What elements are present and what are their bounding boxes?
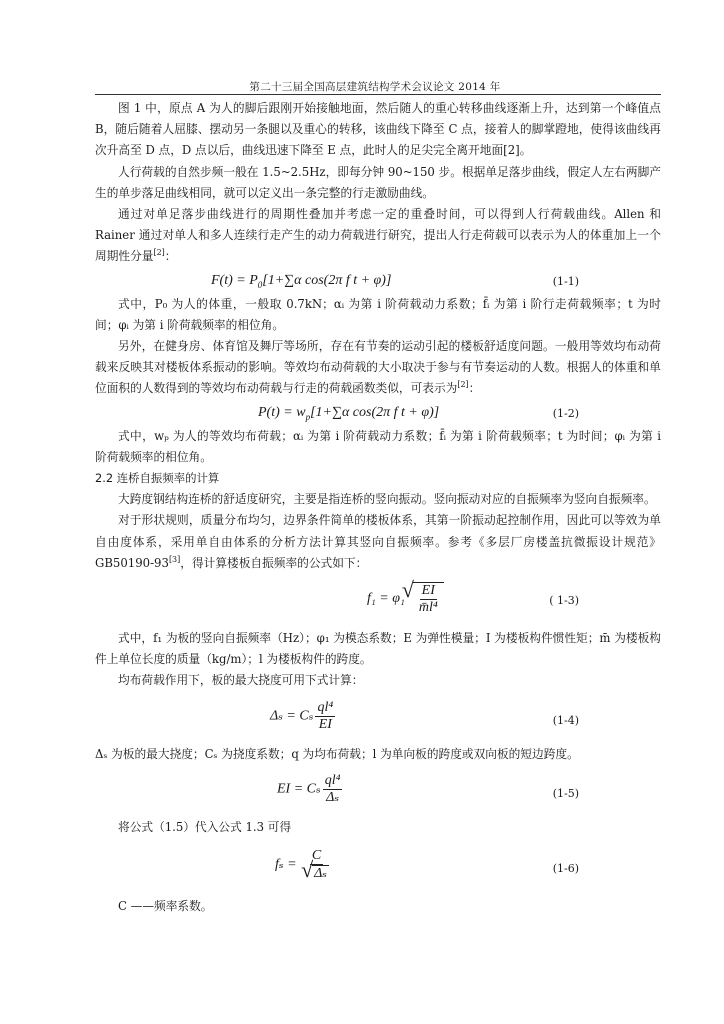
equation-1-4-lhs: Δₛ = Cₛ xyxy=(270,708,314,724)
equation-1-4 xyxy=(95,692,661,744)
equation-1-1-number: (1-1) xyxy=(552,274,579,288)
equation-1-5-denominator: Δₛ xyxy=(326,789,340,805)
paragraph-substitute: 将公式（1.5）代入公式 1.3 可得 xyxy=(118,819,292,834)
paragraph-where-3: 式中，f₁ 为板的竖向自振频率（Hz）；φ₁ 为模态系数；E 为弹性模量；I 为楼板构件惯性矩；m̄ 为楼板构件上单位长度的质量（kg/m）；l 为楼板构件的跨度。 xyxy=(95,631,661,667)
equation-1-5-formula xyxy=(277,773,344,806)
paragraph-walking-load xyxy=(95,204,661,268)
equation-1-6-fraction xyxy=(302,848,331,882)
equation-1-6-formula xyxy=(275,848,333,882)
paragraph-max-deflection: 均布荷载作用下，板的最大挠度可用下式计算： xyxy=(118,673,364,688)
equation-1-6-number: (1-6) xyxy=(552,862,579,876)
equation-1-1 xyxy=(95,268,661,294)
equation-1-6-numerator: C xyxy=(311,848,322,864)
paragraph-rhythmic-load-text: 另外，在健身房、体育馆及舞厅等场所，存在有节奏的运动引起的楼板舒适度问题。一般用等效均布动荷载来反映其对楼板体系振动的影响。等效均布动荷载的大小取决于参与有节奏运动的人数。根据人的体重和单位面积的人数得到的等效均布动荷载与行走的荷载函数类似，可表示为 xyxy=(95,339,661,396)
equation-1-4-formula xyxy=(270,700,337,733)
paragraph-walking-load-tail: ： xyxy=(164,249,177,264)
equation-1-2-body: [1+∑α cos(2π f t + φ)] xyxy=(310,404,440,420)
header-rule xyxy=(95,94,661,95)
equation-1-1-body: [1+∑α cos(2π f t + φ)] xyxy=(262,272,392,288)
equation-1-3-numerator: √ EI xyxy=(421,583,435,599)
equation-1-3-formula xyxy=(367,582,444,616)
paragraph-rhythmic-load-tail: ： xyxy=(468,381,481,396)
equation-1-2 xyxy=(95,400,661,426)
paragraph-step-frequency: 人行荷载的自然步频一般在 1.5~2.5Hz，即每分钟 90~150 步。根据单足落步曲线，假定人左右两脚产生的单步落足曲线相同，就可以定义出一条完整的行走激励曲线。 xyxy=(95,164,661,200)
section-heading-2-2: 2.2 连桥自振频率的计算 xyxy=(95,471,220,486)
equation-1-2-formula: $P(t) = w_p[1+\sum\alpha$ cos(2π f t + φ)] xyxy=(258,404,440,422)
paragraph-walking-load-text: 通过对单足落步曲线进行的周期性叠加并考虑一定的重叠时间，可以得到人行荷载曲线。Allen 和 Rainer 通过对单人和多人连续行走产生的动力荷载进行研究，提出人行走荷载可以表示为人的体重加上一个周期性分量 xyxy=(95,207,661,264)
citation-ref: [2] xyxy=(457,380,469,390)
equation-1-5-numerator: ql⁴ xyxy=(324,772,341,788)
citation-ref: [2] xyxy=(153,248,165,258)
citation-ref: [3] xyxy=(168,554,181,564)
sqrt-sign xyxy=(312,865,329,882)
running-header: 第二十三届全国高层建筑结构学术会议论文 2014 年 xyxy=(249,81,501,93)
equation-1-6-lhs: fₛ = xyxy=(275,857,301,873)
equation-1-6-denominator: Δₛ xyxy=(314,866,327,882)
equation-1-4-numerator: ql⁴ xyxy=(317,699,334,715)
equation-1-4-number: (1-4) xyxy=(552,713,579,727)
paragraph-where-1: 式中，P₀ 为人的体重，一般取 0.7kN；αᵢ 为第 i 阶荷载动力系数；f̄ᵢ 为第 i 阶行走荷载频率；t 为时间；φᵢ 为第 i 阶荷载频率的相位角。 xyxy=(95,296,661,332)
equation-1-1-formula: $F(t) = P_0[1+\sum\alpha$ cos(2π f t + φ)] xyxy=(211,272,392,290)
equation-1-2-lhs: P(t) = w xyxy=(258,404,306,420)
equation-1-3 xyxy=(95,574,661,628)
paragraph-single-dof xyxy=(95,510,661,574)
equation-1-3-fraction xyxy=(417,583,440,616)
equation-1-5-lhs: EI = Cₛ xyxy=(277,781,321,797)
equation-1-2-number: (1-2) xyxy=(552,406,579,420)
paragraph-vertical-vibration: 大跨度钢结构连桥的舒适度研究，主要是指连桥的竖向振动。竖向振动对应的自振频率为竖向自振频率。 xyxy=(118,492,656,507)
equation-1-4-fraction xyxy=(315,700,335,733)
paragraph-rhythmic-load xyxy=(95,336,661,400)
paragraph-single-dof-text: 对于形状规则，质量分布均匀，边界条件简单的楼板体系，其第一阶振动起控制作用，因此可以等效为单自由度体系，采用单自由体系的分析方法计算其竖向自振频率。参考《多层厂房楼盖抗微振设计规范》GB50190-93 xyxy=(95,513,661,570)
equation-1-6-denominator-wrap xyxy=(302,865,331,882)
equation-1-5-number: (1-5) xyxy=(552,786,579,800)
equation-1-4-denominator: EI xyxy=(318,716,332,732)
paragraph-where-2: 式中，wₚ 为人的等效均布荷载；αᵢ 为第 i 阶荷载动力系数；f̄ᵢ 为第 i 阶荷载频率；t 为时间；φᵢ 为第 i 阶荷载频率的相位角。 xyxy=(95,428,661,464)
equation-1-6 xyxy=(95,838,661,896)
equation-1-3-lhs: f₁ = φ₁ xyxy=(367,591,405,607)
equation-1-5 xyxy=(95,765,661,817)
sqrt-sign xyxy=(413,582,444,616)
equation-1-3-number: ( 1-3) xyxy=(549,594,579,608)
paragraph-where-4: Δₛ 为板的最大挠度；Cₛ 为挠度系数；q 为均布荷载；l 为单向板的跨度或双向板的短边跨度。 xyxy=(95,746,579,761)
paragraph-figure-description: 图 1 中，原点 A 为人的脚后跟刚开始接触地面，然后随人的重心转移曲线逐渐上升，达到第一个峰值点 B，随后随着人屈膝、摆动另一条腿以及重心的转移，该曲线下降至 C 点，接着人的脚掌蹬地，使得该曲线再次升高至 D 点，D 点以后，曲线迅速下降至 E 点，此时人的足尖完全离开地面[2]。 xyxy=(95,101,661,158)
body-text xyxy=(95,98,661,917)
equation-1-1-lhs: F(t) = P xyxy=(211,272,258,288)
paragraph-frequency-coefficient: C ——频率系数。 xyxy=(118,899,213,914)
equation-1-3-denominator: m̄l⁴ xyxy=(418,600,438,616)
equation-1-5-fraction xyxy=(323,773,343,806)
paragraph-single-dof-tail: ，得计算楼板自振频率的公式如下： xyxy=(180,555,368,570)
